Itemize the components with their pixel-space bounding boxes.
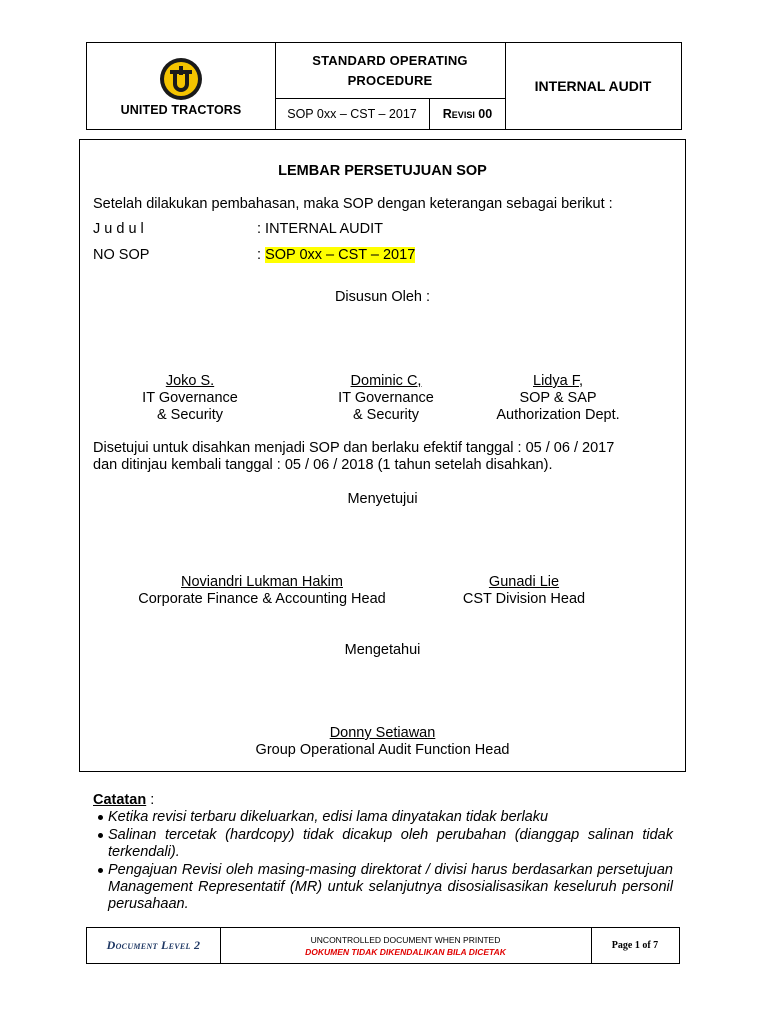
approver-role: Corporate Finance & Accounting Head <box>138 591 386 607</box>
sop-number: SOP 0xx – CST – 2017 <box>275 99 430 129</box>
effective-date-line2: dan ditinjau kembali tanggal : 05 / 06 / 2018 (1 tahun setelah disahkan). <box>93 457 553 473</box>
notes-heading <box>93 792 154 809</box>
preparer-role: & Security <box>156 407 224 423</box>
sop-title-cell <box>275 43 506 129</box>
preparer-name: Joko S. <box>165 373 215 389</box>
company-name: UNITED TRACTORS <box>120 103 242 117</box>
note-item: Pengajuan Revisi oleh masing-masing direktorat / divisi harus berdasarkan persetujuan Management Representatif (MR) untuk selanjutnya disosialisasikan keseluruh personil perusahaan. <box>108 862 673 912</box>
approver-role: CST Division Head <box>462 591 586 607</box>
company-logo <box>87 57 275 127</box>
prepared-by-label: Disusun Oleh : <box>334 289 431 305</box>
approval-intro: Setelah dilakukan pembahasan, maka SOP dengan keterangan sebagai berikut : <box>93 196 613 212</box>
uncontrolled-id: DOKUMEN TIDAK DIKENDALIKAN BILA DICETAK <box>305 946 506 957</box>
preparer-role: IT Governance <box>338 390 434 406</box>
logo-cell <box>87 43 276 129</box>
approver-block <box>112 574 412 608</box>
preparer-block <box>110 373 270 424</box>
preparer-role: IT Governance <box>142 390 238 406</box>
nosop-value: SOP 0xx – CST – 2017 <box>265 247 416 263</box>
acknowledger-name: Donny Setiawan <box>329 725 436 741</box>
revision-text: Revisi 00 <box>442 107 493 121</box>
approver-name: Gunadi Lie <box>488 574 560 590</box>
document-footer <box>86 927 680 964</box>
nosop-colon: : <box>257 247 266 263</box>
preparer-block <box>488 373 628 424</box>
note-item: Salinan tercetak (hardcopy) tidak dicakup oleh perubahan (dianggap salinan tidak terkendali). <box>108 827 673 860</box>
preparer-name: Dominic C, <box>350 373 422 389</box>
note-item: Ketika revisi terbaru dikeluarkan, edisi lama dinyatakan tidak berlaku <box>108 809 549 825</box>
nosop-field <box>257 247 415 264</box>
preparer-block <box>306 373 466 424</box>
bullet-icon <box>98 815 103 820</box>
notes-heading-text: Catatan <box>93 792 147 808</box>
approver-block <box>444 574 604 608</box>
document-level: Document Level 2 <box>87 928 221 963</box>
uncontrolled-en: UNCONTROLLED DOCUMENT WHEN PRINTED <box>310 934 501 945</box>
approved-by-label: Menyetujui <box>347 491 418 507</box>
effective-date-line1: Disetujui untuk disahkan menjadi SOP dan berlaku efektif tanggal : 05 / 06 / 2017 <box>93 440 615 456</box>
department-title: INTERNAL AUDIT <box>534 78 652 94</box>
sop-title <box>275 43 505 99</box>
sop-title-line2: PROCEDURE <box>347 72 433 88</box>
preparer-name: Lidya F, <box>533 373 583 389</box>
bullet-icon <box>98 833 103 838</box>
approver-name: Noviandri Lukman Hakim <box>181 574 343 590</box>
acknowledged-by-label: Mengetahui <box>344 642 421 658</box>
sop-title-line1: STANDARD OPERATING <box>312 52 468 68</box>
revision-label <box>430 99 505 129</box>
page-number: Page 1 of 7 <box>611 940 659 951</box>
sop-header-table <box>86 42 682 130</box>
uncontrolled-notice <box>220 928 592 963</box>
notes-heading-colon: : <box>146 792 155 808</box>
acknowledger-role: Group Operational Audit Function Head <box>255 742 510 758</box>
united-tractors-logo-icon <box>159 57 203 101</box>
preparer-role: SOP & SAP <box>519 390 597 406</box>
approval-title: LEMBAR PERSETUJUAN SOP <box>278 163 487 179</box>
preparer-role: Authorization Dept. <box>496 407 620 423</box>
judul-label: J u d u l <box>93 221 144 237</box>
preparer-role: & Security <box>352 407 420 423</box>
nosop-label: NO SOP <box>93 247 150 263</box>
judul-value: : INTERNAL AUDIT <box>257 221 383 237</box>
acknowledger-block <box>79 725 686 759</box>
bullet-icon <box>98 868 103 873</box>
